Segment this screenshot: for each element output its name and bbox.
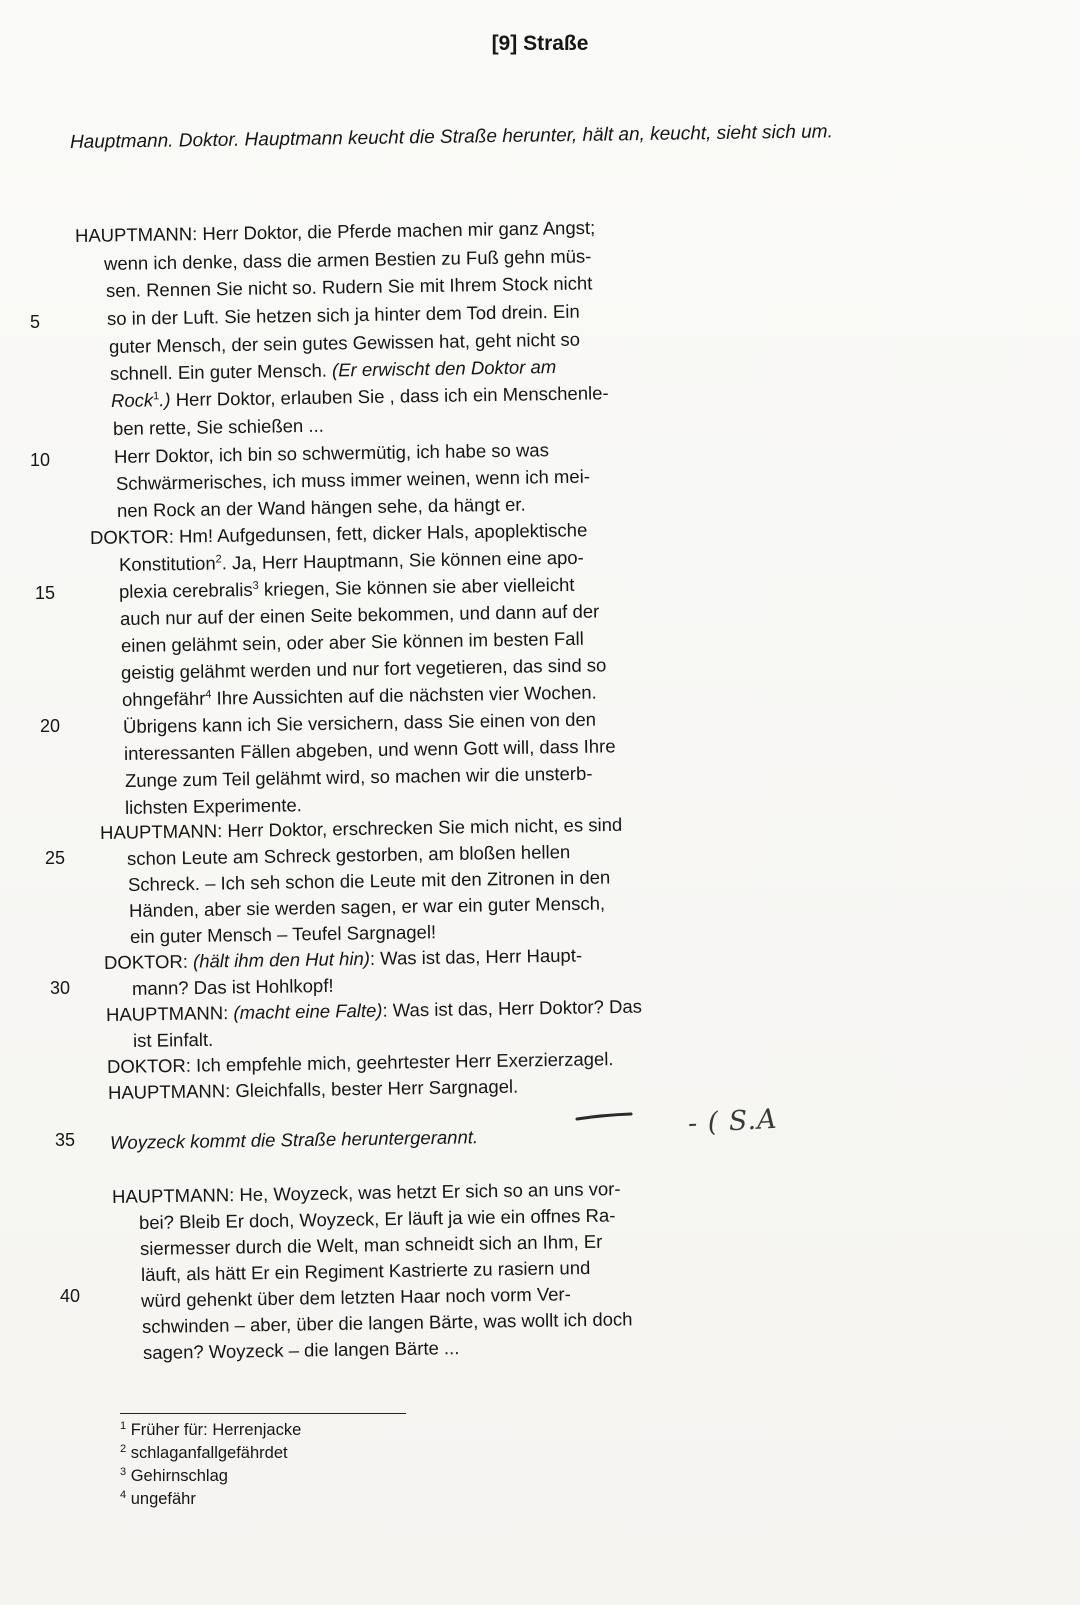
text-line: guter Mensch, der sein gutes Gewissen hat, geht nicht so bbox=[108, 328, 581, 357]
handwritten-note: - ( S.A bbox=[687, 1103, 779, 1140]
line-text: Hm! Aufgedunsen, fett, dicker Hals, apoplektische bbox=[173, 519, 588, 547]
speaker-name: DOKTOR: bbox=[89, 525, 175, 548]
stage-direction: .) bbox=[159, 389, 171, 411]
text-line: lichsten Experimente. bbox=[124, 794, 303, 818]
text-line: schon Leute am Schreck gestorben, am bloßen hellen bbox=[126, 841, 571, 869]
stage-direction-intro: Hauptmann. Doktor. Hauptmann keucht die Straße herunter, hält an, keucht, sieht sich um. bbox=[69, 121, 833, 153]
line-text: schnell. Ein guter Mensch. bbox=[109, 359, 333, 384]
text-line: geistig gelähmt werden und nur fort vegetieren, das sind so bbox=[120, 654, 607, 683]
text-line: so in der Luft. Sie hetzen sich ja hinter dem Tod drein. Ein bbox=[106, 300, 580, 329]
speaker-name: HAUPTMANN: bbox=[105, 1002, 229, 1025]
footnote bbox=[120, 1466, 228, 1486]
text-line: sagen? Woyzeck – die langen Bärte ... bbox=[142, 1337, 460, 1363]
line-text: Herr Doktor, erlauben Sie , dass ich ein Menschenle- bbox=[170, 382, 609, 411]
text-line: Händen, aber sie werden sagen, er war ein guter Mensch, bbox=[128, 892, 606, 921]
text-line bbox=[100, 814, 623, 844]
text-line bbox=[122, 682, 597, 711]
footnote bbox=[120, 1443, 288, 1463]
text-line bbox=[75, 217, 596, 247]
text-line bbox=[106, 996, 642, 1026]
text-line bbox=[108, 1076, 519, 1104]
footnote-ref: 2 bbox=[215, 553, 222, 566]
line-number: 25 bbox=[45, 848, 66, 868]
footnote-mark: 2 bbox=[120, 1443, 127, 1455]
speaker-name: HAUPTMANN: bbox=[99, 820, 223, 843]
scene-title: [9] Straße bbox=[491, 32, 589, 55]
text-line bbox=[90, 519, 588, 549]
text-line: würd gehenkt über dem letzten Haar noch vorm Ver- bbox=[140, 1283, 571, 1311]
footnote bbox=[120, 1489, 196, 1509]
line-text: Herr Doktor, erschrecken Sie mich nicht, es sind bbox=[222, 813, 623, 842]
line-text: . Ja, Herr Hauptmann, Sie können eine apo- bbox=[221, 546, 584, 574]
line-text: plexia cerebralis bbox=[118, 578, 253, 602]
line-number: 30 bbox=[50, 978, 71, 998]
speaker-name: HAUPTMANN: bbox=[74, 223, 198, 246]
line-text: Ihre Aussichten auf die nächsten vier Wochen. bbox=[211, 681, 597, 709]
speaker-name: HAUPTMANN: bbox=[107, 1080, 231, 1103]
text-line bbox=[111, 382, 609, 412]
text-line: interessanten Fällen abgeben, und wenn Gott will, dass Ihre bbox=[123, 735, 616, 764]
text-line: einen gelähmt sein, oder aber Sie können im besten Fall bbox=[120, 627, 584, 656]
text-line: mann? Das ist Hohlkopf! bbox=[131, 974, 334, 999]
footnote-text: schlaganfallgefährdet bbox=[130, 1444, 288, 1462]
speaker-name: HAUPTMANN: bbox=[111, 1184, 235, 1207]
text-line bbox=[110, 356, 557, 385]
text-line: wenn ich denke, dass die armen Bestien zu Fuß gehn müs- bbox=[103, 245, 592, 274]
line-text: Gleichfalls, bester Herr Sargnagel. bbox=[230, 1075, 519, 1102]
text-line: Schwärmerisches, ich muss immer weinen, wenn ich mei- bbox=[115, 465, 591, 494]
stage-direction: (macht eine Falte) bbox=[233, 999, 383, 1023]
footnote-mark: 3 bbox=[120, 1466, 127, 1478]
handwritten-stroke bbox=[575, 1110, 635, 1124]
text-line: Schreck. – Ich seh schon die Leute mit den Zitronen in den bbox=[127, 866, 611, 895]
footnote-ref: 3 bbox=[252, 579, 259, 592]
text-line: Herr Doktor, ich bin so schwermütig, ich habe so was bbox=[113, 439, 550, 467]
text-line: Übrigens kann ich Sie versichern, dass Sie einen von den bbox=[122, 708, 597, 737]
stage-direction: Woyzeck kommt die Straße heruntergerannt. bbox=[109, 1126, 479, 1153]
footnote-ref: 1 bbox=[152, 390, 160, 403]
footnote-mark: 4 bbox=[120, 1489, 127, 1501]
footnote-ref: 4 bbox=[205, 688, 212, 701]
text-line: nen Rock an der Wand hängen sehe, da hängt er. bbox=[116, 493, 526, 521]
stage-direction: Rock bbox=[110, 389, 154, 411]
footnote-text: Früher für: Herrenjacke bbox=[130, 1421, 302, 1439]
text-line: ein guter Mensch – Teufel Sargnagel! bbox=[129, 921, 437, 947]
text-line bbox=[112, 1178, 621, 1208]
text-line: siermesser durch die Welt, man schneidt sich an Ihm, Er bbox=[139, 1230, 603, 1259]
text-line: schwinden – aber, über die langen Bärte, was wollt ich doch bbox=[141, 1308, 633, 1337]
text-line: bei? Bleib Er doch, Woyzeck, Er läuft ja wie ein offnes Ra- bbox=[138, 1204, 616, 1233]
text-line: sen. Rennen Sie nicht so. Rudern Sie mit Ihrem Stock nicht bbox=[105, 272, 593, 301]
text-line: Zunge zum Teil gelähmt wird, so machen wir die unsterb- bbox=[124, 762, 593, 791]
footnote-text: Gehirnschlag bbox=[130, 1467, 228, 1485]
line-number: 20 bbox=[40, 716, 61, 736]
stage-direction: (hält ihm den Hut hin) bbox=[192, 947, 371, 972]
line-text: Ich empfehle mich, geehrtester Herr Exerzierzagel. bbox=[190, 1048, 614, 1076]
text-line: läuft, als hätt Er ein Regiment Kastrierte zu rasiern und bbox=[140, 1256, 591, 1285]
line-number: 10 bbox=[30, 450, 51, 470]
line-text: ohngefähr bbox=[121, 687, 206, 710]
line-text: Herr Doktor, die Pferde machen mir ganz Angst; bbox=[197, 216, 596, 245]
text-line bbox=[104, 944, 582, 974]
footnote-text: ungefähr bbox=[130, 1490, 196, 1508]
footnote-mark: 1 bbox=[120, 1420, 127, 1432]
line-text: Konstitution bbox=[118, 552, 216, 575]
line-number: 40 bbox=[60, 1286, 81, 1306]
text-line bbox=[119, 547, 584, 576]
text-line bbox=[119, 574, 575, 603]
line-number: 5 bbox=[30, 312, 41, 332]
footnote-divider bbox=[120, 1413, 406, 1414]
line-text: : Was ist das, Herr Haupt- bbox=[369, 944, 583, 969]
line-number: 15 bbox=[35, 583, 56, 603]
speaker-name: DOKTOR: bbox=[106, 1054, 192, 1077]
footnote bbox=[120, 1420, 301, 1440]
text-line: auch nur auf der einen Seite bekommen, und dann auf der bbox=[119, 600, 600, 629]
line-number: 35 bbox=[55, 1130, 76, 1150]
text-line: ben rette, Sie schießen ... bbox=[112, 414, 324, 439]
line-text: He, Woyzeck, was hetzt Er sich so an uns vor- bbox=[234, 1178, 621, 1206]
line-text: kriegen, Sie können sie aber vielleicht bbox=[258, 573, 575, 600]
text-line: ist Einfalt. bbox=[132, 1028, 214, 1051]
speaker-name: DOKTOR: bbox=[103, 950, 189, 973]
line-text: : Was ist das, Herr Doktor? Das bbox=[382, 995, 643, 1021]
stage-direction: (Er erwischt den Doktor am bbox=[331, 355, 557, 381]
text-line bbox=[107, 1048, 614, 1078]
